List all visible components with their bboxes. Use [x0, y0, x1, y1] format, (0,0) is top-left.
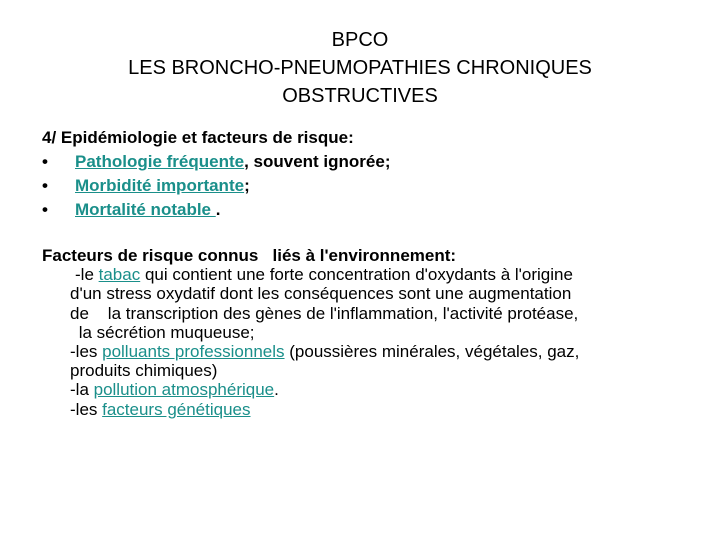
- link-pathologie-frequente[interactable]: Pathologie fréquente: [75, 152, 245, 171]
- epidemiology-heading: 4/ Epidémiologie et facteurs de risque:: [42, 128, 354, 147]
- genetiques-prefix: -les: [70, 399, 103, 419]
- tabac-prefix: -le: [75, 265, 99, 285]
- link-mortalite-notable[interactable]: Mortalité notable: [75, 200, 216, 219]
- risk-factors-heading: [42, 246, 702, 265]
- risk-factors-heading-bold: Facteurs de risque connus: [42, 246, 259, 265]
- bullet-item: [42, 198, 702, 222]
- risk-factors-heading-rest: liés à l'environnement:: [258, 246, 457, 265]
- polluants-suffix: (poussières minérales, végétales, gaz,: [284, 342, 580, 362]
- title-line-2: LES BRONCHO-PNEUMOPATHIES CHRONIQUES: [128, 57, 592, 79]
- bullet-item: [42, 174, 702, 198]
- title-line-1: BPCO: [331, 29, 389, 51]
- bullet-icon: •: [42, 176, 48, 195]
- tabac-line-3: de la transcription des gènes de l'inflammation, l'activité protéase,: [70, 303, 579, 323]
- pollution-line: [42, 380, 702, 399]
- pollution-prefix: -la: [70, 380, 94, 400]
- epidemiology-section: [42, 126, 702, 222]
- genetiques-line: [42, 400, 702, 419]
- polluants-line-1: [42, 342, 702, 361]
- polluants-line-2: produits chimiques): [70, 361, 218, 381]
- slide-title: [0, 26, 720, 110]
- link-facteurs-genetiques[interactable]: facteurs génétiques: [102, 399, 251, 419]
- risk-factors-section: [42, 246, 702, 419]
- bullet-text: .: [215, 200, 221, 219]
- tabac-line-1: [42, 265, 702, 284]
- link-tabac[interactable]: tabac: [98, 265, 141, 285]
- link-morbidite-importante[interactable]: Morbidité importante: [75, 176, 245, 195]
- tabac-line-4: la sécrétion muqueuse;: [74, 322, 255, 342]
- bullet-icon: •: [42, 152, 48, 171]
- bullet-item: [42, 150, 702, 174]
- pollution-suffix: .: [274, 380, 279, 400]
- bullet-icon: •: [42, 200, 48, 219]
- bullet-text: , souvent ignorée;: [244, 152, 391, 171]
- tabac-suffix: qui contient une forte concentration d'oxydants à l'origine: [140, 265, 573, 285]
- polluants-prefix: -les: [70, 342, 103, 362]
- title-line-3: OBSTRUCTIVES: [282, 85, 438, 107]
- bullet-text: ;: [244, 176, 250, 195]
- link-polluants-professionnels[interactable]: polluants professionnels: [102, 342, 285, 362]
- link-pollution-atmospherique[interactable]: pollution atmosphérique: [93, 380, 275, 400]
- tabac-line-2: d'un stress oxydatif dont les conséquences sont une augmentation: [70, 284, 572, 304]
